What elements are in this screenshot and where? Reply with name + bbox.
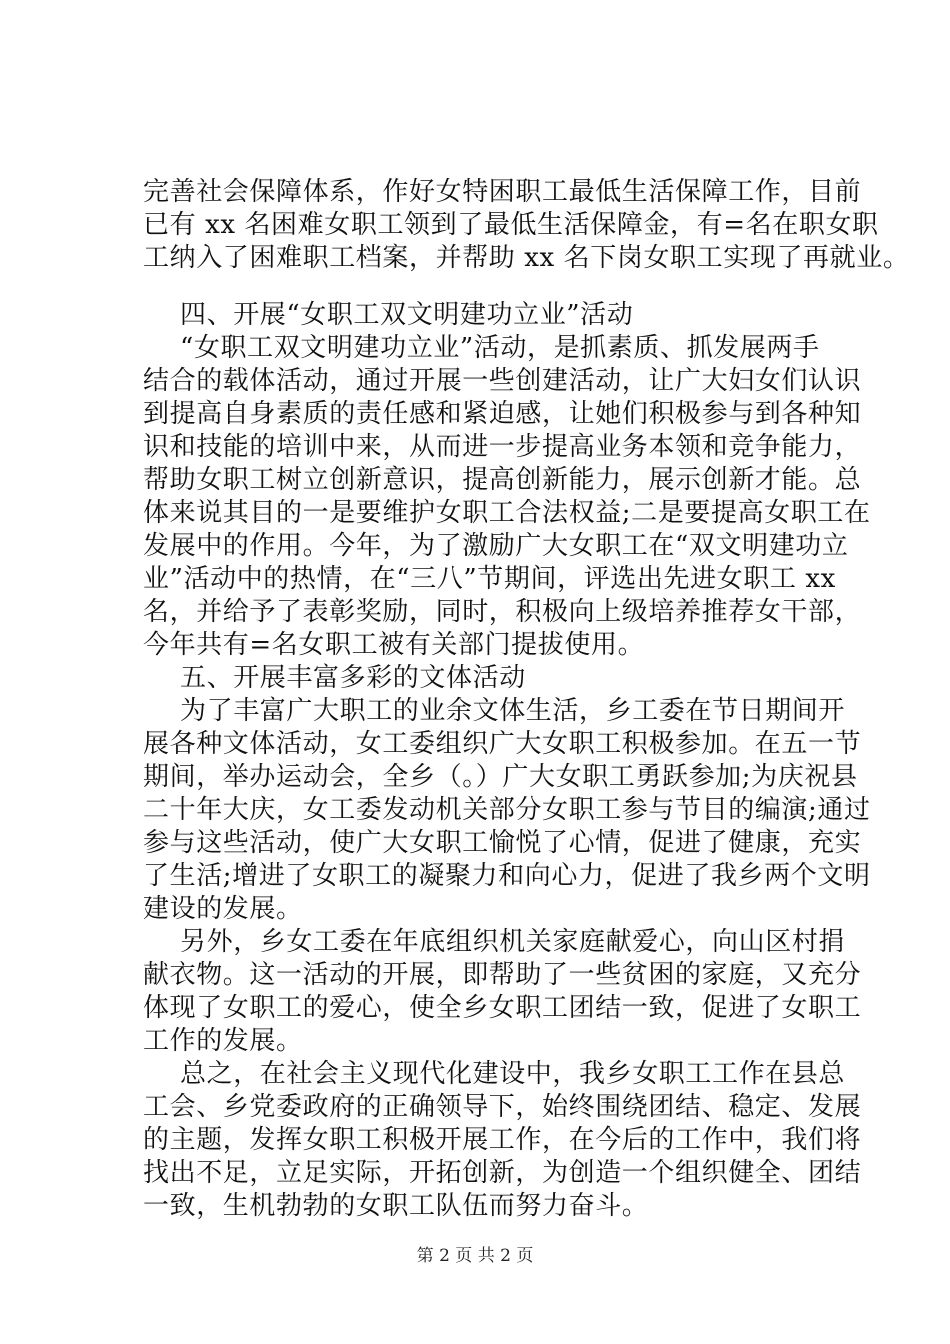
text-line: 参与这些活动，使广大女职工愉悦了心情，促进了健康，充实 xyxy=(143,828,862,858)
text-line: 建设的发展。 xyxy=(143,894,303,924)
text-line: 已有 xx 名困难女职工领到了最低生活保障金，有=名在职女职 xyxy=(143,210,879,240)
text-line: 期间，举办运动会，全乡（。）广大女职工勇跃参加;为庆祝县 xyxy=(143,762,858,792)
text-line: 帮助女职工树立创新意识，提高创新能力，展示创新才能。总 xyxy=(143,465,862,495)
text-line: 到提高自身素质的责任感和紧迫感，让她们积极参与到各种知 xyxy=(143,399,862,429)
text-line: 工会、乡党委政府的正确领导下，始终围绕团结、稳定、发展 xyxy=(143,1092,862,1122)
text-line: 总之，在社会主义现代化建设中，我乡女职工工作在县总 xyxy=(180,1059,846,1089)
text-line: 了生活;增进了女职工的凝聚力和向心力，促进了我乡两个文明 xyxy=(143,861,871,891)
text-line: 发展中的作用。今年，为了激励广大女职工在“双文明建功立 xyxy=(143,531,849,561)
text-line: 一致，生机勃勃的女职工队伍而努力奋斗。 xyxy=(143,1191,649,1221)
text-line: 体来说其目的一是要维护女职工合法权益;二是要提高女职工在 xyxy=(143,498,871,528)
text-line: 完善社会保障体系，作好女特困职工最低生活保障工作，目前 xyxy=(143,177,862,207)
text-line: “女职工双文明建功立业”活动，是抓素质、抓发展两手 xyxy=(180,333,820,363)
section-heading: 五、开展丰富多彩的文体活动 xyxy=(180,663,526,693)
text-line: 工纳入了困难职工档案，并帮助 xx 名下岗女职工实现了再就业。 xyxy=(143,243,910,273)
text-line: 今年共有=名女职工被有关部门提拔使用。 xyxy=(143,630,645,660)
section-heading: 四、开展“女职工双文明建功立业”活动 xyxy=(180,300,634,330)
text-line: 识和技能的培训中来，从而进一步提高业务本领和竞争能力， xyxy=(143,432,862,462)
text-line: 献衣物。这一活动的开展，即帮助了一些贫困的家庭，又充分 xyxy=(143,960,862,990)
text-line: 结合的载体活动，通过开展一些创建活动，让广大妇女们认识 xyxy=(143,366,862,396)
text-line: 为了丰富广大职工的业余文体生活，乡工委在节日期间开 xyxy=(180,696,846,726)
page-footer: 第 2 页 共 2 页 xyxy=(416,1246,534,1266)
text-line: 的主题，发挥女职工积极开展工作，在今后的工作中，我们将 xyxy=(143,1125,862,1155)
text-line: 二十年大庆，女工委发动机关部分女职工参与节目的编演;通过 xyxy=(143,795,871,825)
text-line: 展各种文体活动，女工委组织广大女职工积极参加。在五一节 xyxy=(143,729,862,759)
text-line: 工作的发展。 xyxy=(143,1026,303,1056)
text-line: 名，并给予了表彰奖励，同时，积极向上级培养推荐女干部， xyxy=(143,597,862,627)
text-line: 体现了女职工的爱心，使全乡女职工团结一致，促进了女职工 xyxy=(143,993,862,1023)
text-line: 找出不足，立足实际，开拓创新，为创造一个组织健全、团结 xyxy=(143,1158,862,1188)
text-line: 业”活动中的热情，在“三八”节期间，评选出先进女职工 xx xyxy=(143,564,836,594)
text-line: 另外，乡女工委在年底组织机关家庭献爱心，向山区村捐 xyxy=(180,927,846,957)
